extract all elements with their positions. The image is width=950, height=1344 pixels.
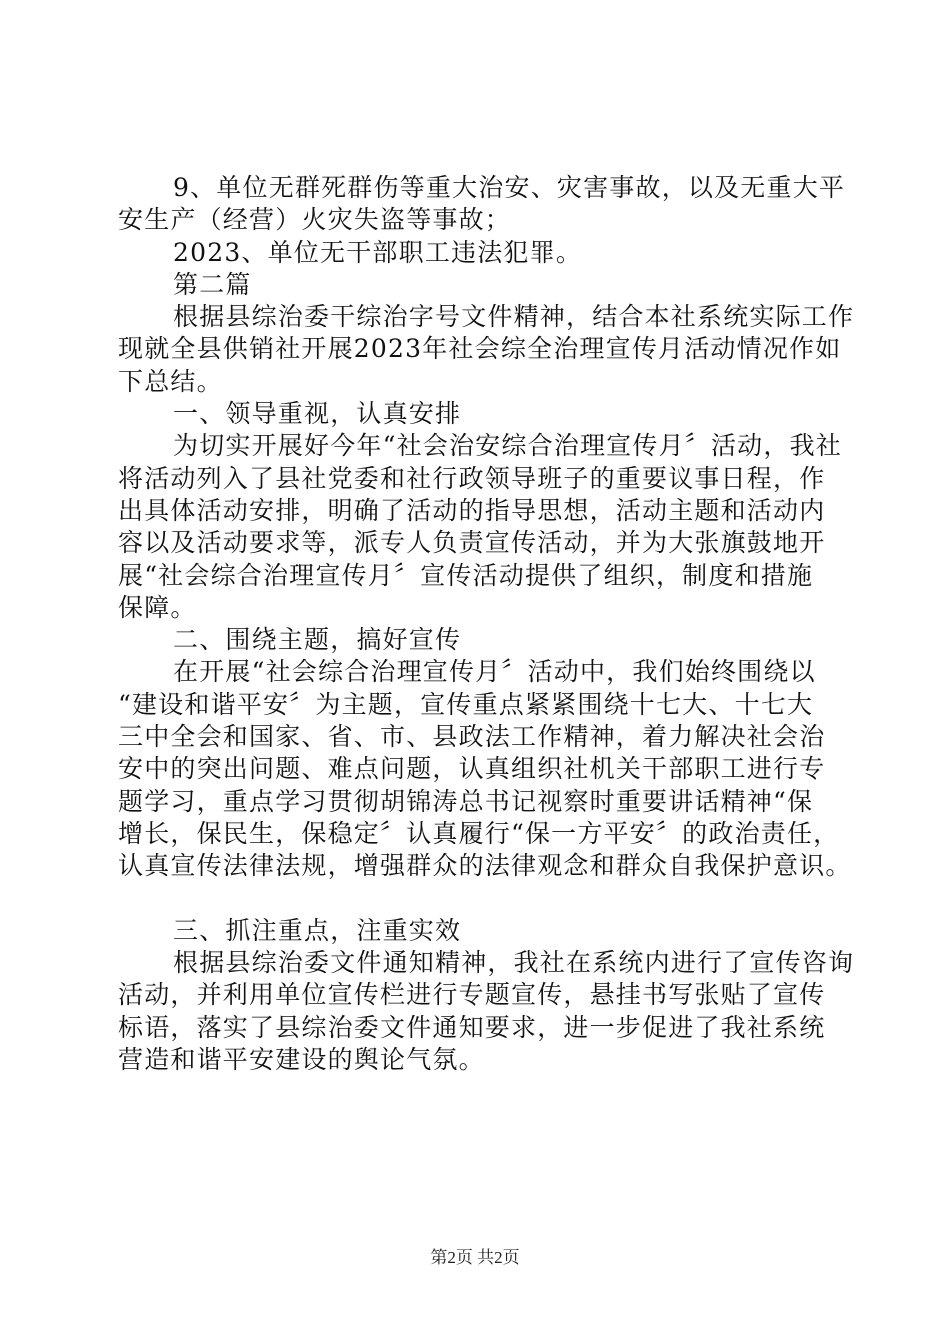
paragraph-line: 在开展“社会综合治理宣传月〞活动中，我们始终围绕以 bbox=[173, 657, 816, 687]
paragraph-line: 9、单位无群死群伤等重大治安、灾害事故，以及无重大平 bbox=[173, 173, 846, 202]
paragraph-line: 下总结。 bbox=[118, 366, 223, 396]
section-heading: 二、围绕主题，搞好宣传 bbox=[173, 625, 462, 655]
paragraph-line: 三中全会和国家、省、市、县政法工作精神，着力解决社会治 bbox=[118, 722, 826, 752]
section-heading: 三、抓注重点，注重实效 bbox=[173, 915, 462, 945]
paragraph-line: 增长，保民生，保稳定〞认真履行“保一方平安〞的政治责任， bbox=[118, 818, 840, 848]
paragraph-line: 认真宣传法律法规，增强群众的法律观念和群众自我保护意识。 bbox=[118, 851, 852, 881]
paragraph-line: 安生产（经营）火灾失盗等事故； bbox=[118, 205, 512, 235]
paragraph-line: 现就全县供销社开展2023年社会综全治理宣传月活动情况作如 bbox=[118, 334, 842, 364]
blank-line bbox=[118, 883, 838, 915]
page-footer: 第2页 共2页 bbox=[430, 1248, 520, 1267]
document-body bbox=[118, 172, 855, 1076]
paragraph-line: 营造和谐平安建设的舆论气氛。 bbox=[118, 1045, 485, 1075]
paragraph-line: 题学习，重点学习贯彻胡锦涛总书记视察时重要讲话精神“保 bbox=[118, 786, 814, 816]
section-heading: 一、领导重视，认真安排 bbox=[173, 399, 462, 429]
paragraph-line: 将活动列入了县社党委和社行政领导班子的重要议事日程，作 bbox=[118, 463, 826, 493]
paragraph-line: 展“社会综合治理宣传月〞宣传活动提供了组织，制度和措施 bbox=[118, 560, 814, 590]
paragraph-line: 2023、单位无干部职工违法犯罪。 bbox=[173, 237, 583, 267]
paragraph-line: 出具体活动安排，明确了活动的指导思想，活动主题和活动内 bbox=[118, 495, 826, 525]
paragraph-line: 根据县综治委文件通知精神，我社在系统内进行了宣传咨询 bbox=[173, 948, 855, 978]
section-title: 第二篇 bbox=[173, 269, 252, 299]
paragraph-line: 保障。 bbox=[118, 592, 197, 622]
paragraph-line: 安中的突出问题、难点问题，认真组织社机关干部职工进行专 bbox=[118, 754, 826, 784]
paragraph-line: 根据县综治委干综治字号文件精神，结合本社系统实际工作 bbox=[173, 302, 855, 332]
paragraph-line: 活动，并利用单位宣传栏进行专题宣传，悬挂书写张贴了宣传 bbox=[118, 980, 826, 1010]
paragraph-line: “建设和谐平安〞为主题，宣传重点紧紧围绕十七大、十七大 bbox=[118, 689, 814, 719]
paragraph-line: 为切实开展好今年“社会治安综合治理宣传月〞活动，我社 bbox=[173, 431, 842, 461]
paragraph-line: 容以及活动要求等，派专人负责宣传活动，并为大张旗鼓地开 bbox=[118, 528, 826, 558]
paragraph-line: 标语，落实了县综治委文件通知要求，进一步促进了我社系统 bbox=[118, 1012, 826, 1042]
